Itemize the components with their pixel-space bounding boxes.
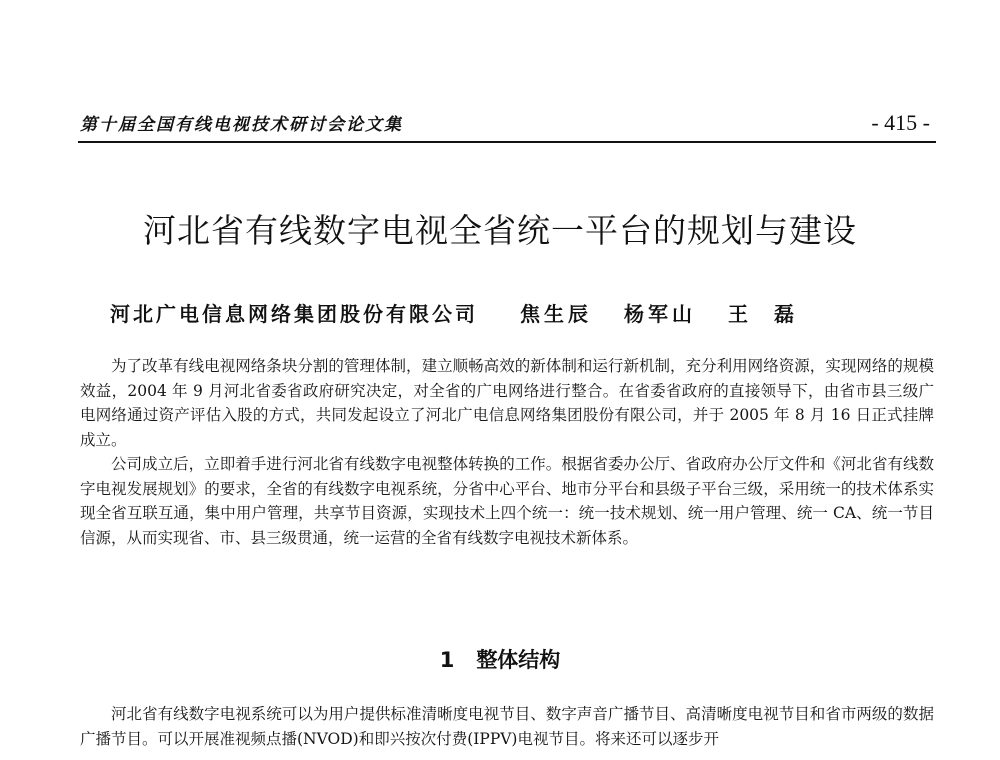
section-title: 整体结构: [476, 648, 561, 672]
header-rule: [78, 141, 936, 143]
byline: [110, 298, 910, 327]
article-title: 河北省有线数字电视全省统一平台的规划与建设: [143, 211, 857, 250]
author-name: 王磊: [728, 302, 820, 326]
author-name: 杨军山: [624, 302, 696, 326]
paragraph: 为了改革有线电视网络条块分割的管理体制，建立顺畅高效的新体制和运行新机制，充分利用网络资源，实现网络的规模效益，2004 年 9 月河北省委省政府研究决定，对全省的广电网络进行整合。在省委省政府的直接领导下，由省市县三级广电网络通过资产评估入股的方式，共同发起设立了河北广电信息网络集团股份有限公司，并于 2005 年 8 月 16 日正式挂牌成立。: [80, 357, 934, 449]
paragraph: 河北省有线数字电视系统可以为用户提供标准清晰度电视节目、数字声音广播节目、高清晰度电视节目和省市两级的数据广播节目。可以开展准视频点播(NVOD)和即兴按次付费(IPPV)电视节目。将来还可以逐步开: [80, 705, 934, 748]
page-number: - 415 -: [871, 110, 930, 135]
author-name: 焦生辰: [520, 302, 592, 326]
running-header: 第十届全国有线电视技术研讨会论文集: [80, 115, 403, 135]
section-number: 1: [439, 648, 455, 672]
paragraph: 公司成立后，立即着手进行河北省有线数字电视整体转换的工作。根据省委办公厅、省政府办公厅文件和《河北省有线数字电视发展规划》的要求，全省的有线数字电视系统，分省中心平台、地市分平台和县级子平台三级，采用统一的技术体系实现全省互联互通，集中用户管理，共享节目资源，实现技术上四个统一：统一技术规划、统一用户管理、统一 CA、统一节目信源，从而实现省、市、县三级贯通，统一运营的全省有线数字电视技术新体系。: [80, 455, 934, 547]
section-heading: [0, 644, 1000, 674]
author-affiliation: 河北广电信息网络集团股份有限公司: [110, 302, 478, 326]
section-text: [80, 702, 934, 751]
intro-text: [80, 354, 934, 550]
